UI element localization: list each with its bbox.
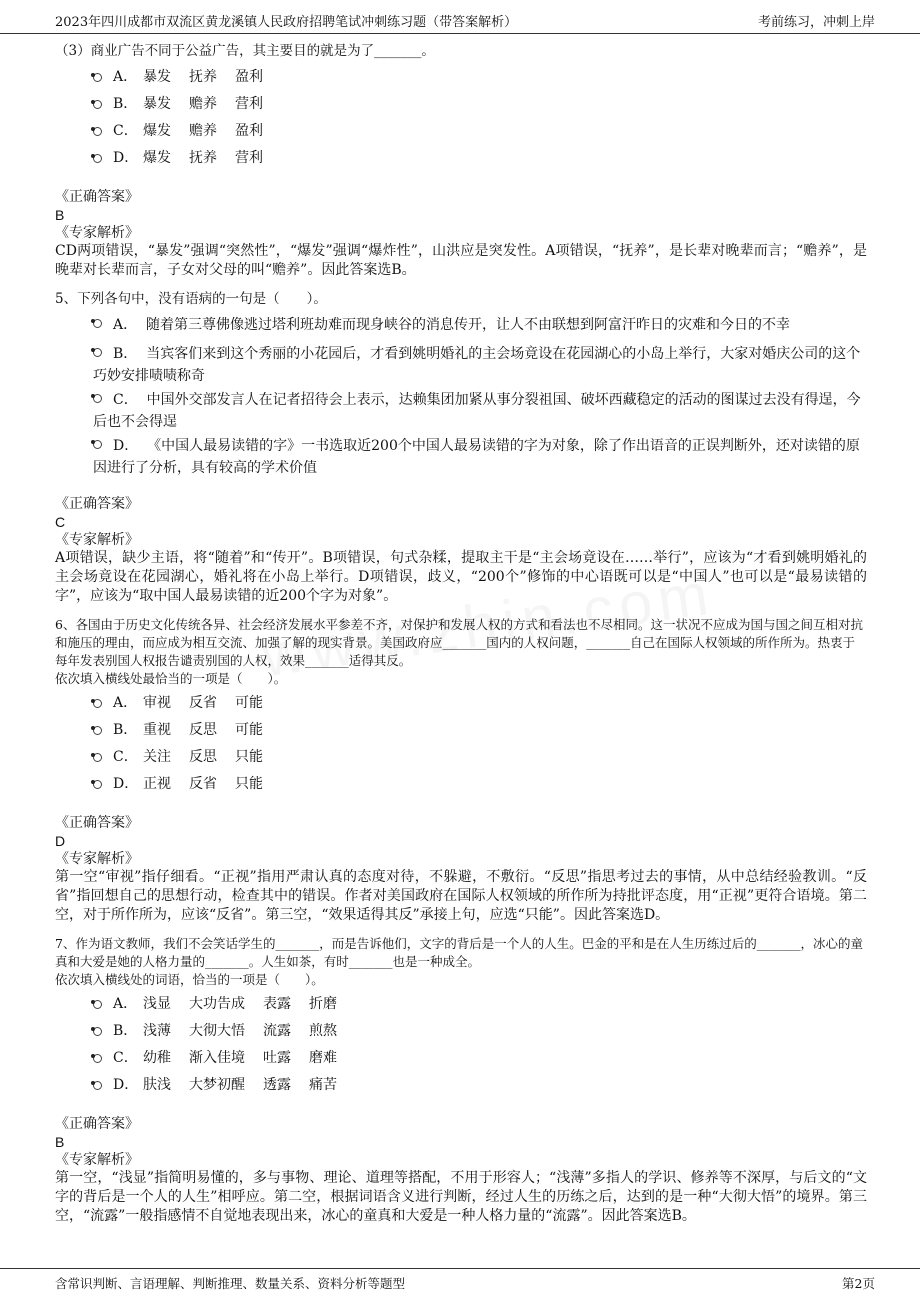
page-content — [55, 42, 867, 1226]
answer-label: 《正确答案》 — [55, 496, 139, 512]
radio-icon[interactable] — [93, 726, 102, 735]
option-b[interactable]: B． 暴发 赡养 营利 — [55, 91, 867, 118]
radio-icon[interactable] — [93, 319, 102, 328]
explanation-label: 《专家解析》 — [55, 225, 139, 241]
question-5 — [55, 290, 867, 606]
option-a[interactable]: A． 暴发 抚养 盈利 — [55, 64, 867, 91]
option-c[interactable]: C． 幼稚 渐入佳境 吐露 磨难 — [55, 1045, 867, 1072]
explanation-text: CD两项错误，“暴发”强调“突然性”，“爆发”强调“爆炸性”，山洪应是突发性。A项错误，“抚养”，是长辈对晚辈而言；“赡养”，是晚辈对长辈而言，子女对父母的叫“赡养”。因此答案选B。 — [55, 243, 867, 278]
question-stem: 6、各国由于历史文化传统各异、社会经济发展水平参差不齐，对保护和发展人权的方式和看法也不尽相同。这一状况不应成为国与国之间互相对抗和施压的理由，而应成为相互交流、加强了解的现实背景。美国政府应_______国内的人权问题，_______自己在国际人权领域的所作所为。热衷于每年发表别国人权报告谴责别国的人权，效果_______适得其反。 — [55, 617, 863, 668]
explanation-text: A项错误，缺少主语，将“随着”和“传开”。B项错误，句式杂糅，提取主干是“主会场竟设在……举行”，应该为“才看到姚明婚礼的主会场竟设在花园湖心，婚礼将在小岛上举行。D项错误，歧义，“200个”修饰的中心语既可以是“中国人”也可以是“最易读错的字”，应该为“取中国人最易读错的近200个字为对象”。 — [55, 550, 867, 604]
radio-icon[interactable] — [93, 1027, 102, 1036]
radio-icon[interactable] — [93, 753, 102, 762]
radio-icon[interactable] — [93, 1000, 102, 1009]
explanation-text: 第一空“审视”指仔细看。“正视”指用严肃认真的态度对待，不躲避，不敷衍。“反思”指思考过去的事情，从中总结经验教训。“反省”指回想自己的思想行动，检查其中的错误。作者对美国政府在国际人权领域的所作所为持批评态度，用“正视”更符合语境。第二空，对于所作所为，应该“反省”。第三空，“效果适得其反”承接上句，应选“只能”。因此答案选D。 — [55, 869, 867, 923]
answer-value: B — [55, 1134, 65, 1150]
answer-label: 《正确答案》 — [55, 1116, 139, 1132]
explanation-label: 《专家解析》 — [55, 851, 139, 867]
question-stem: 5、下列各句中，没有语病的一句是（ ）。 — [55, 291, 327, 307]
answer-label: 《正确答案》 — [55, 189, 139, 205]
option-c[interactable]: C． 中国外交部发言人在记者招待会上表示，达赖集团加紧从事分裂祖国、破坏西藏稳定的活动的图谋过去没有得逞，今后也不会得逞 — [93, 392, 861, 430]
radio-icon[interactable] — [93, 1054, 102, 1063]
question-7 — [55, 935, 867, 1226]
document-title: 2023年四川成都市双流区黄龙溪镇人民政府招聘笔试冲刺练习题（带答案解析） — [55, 15, 518, 30]
page-header — [0, 0, 920, 34]
option-b[interactable]: B． 浅薄 大彻大悟 流露 煎熬 — [55, 1018, 867, 1045]
option-d[interactable]: D． 爆发 抚养 营利 — [55, 145, 867, 172]
explanation-text: 第一空，“浅显”指简明易懂的，多与事物、理论、道理等搭配，不用于形容人；“浅薄”多指人的学识、修养等不深厚，与后文的“文字的背后是一个人的人生”相呼应。第二空，根据词语含义进行判断，经过人生的历练之后，达到的是一种“大彻大悟”的境界。第三空，“流露”一般指感情不自觉地表现出来，冰心的童真和大爱是一种人格力量的“流露”。因此答案选B。 — [55, 1170, 867, 1224]
radio-icon[interactable] — [93, 394, 102, 403]
option-a[interactable]: A． 审视 反省 可能 — [55, 690, 867, 717]
question-6 — [55, 616, 867, 925]
footer-topics: 含常识判断、言语理解、判断推理、数量关系、资料分析等题型 — [55, 1276, 406, 1291]
option-d[interactable]: D． 肤浅 大梦初醒 透露 痛苦 — [55, 1072, 867, 1099]
question-prompt: 依次填入横线处的词语，恰当的一项是（ ）。 — [55, 972, 324, 987]
explanation-label: 《专家解析》 — [55, 1152, 139, 1168]
page-number: 第2页 — [842, 1276, 875, 1291]
radio-icon[interactable] — [93, 348, 102, 357]
answer-value: D — [55, 833, 66, 849]
header-slogan: 考前练习，冲刺上岸 — [757, 15, 875, 30]
option-a[interactable]: A． 浅显 大功告成 表露 折磨 — [55, 991, 867, 1018]
page-footer — [0, 1268, 920, 1303]
radio-icon[interactable] — [93, 73, 102, 82]
answer-value: B — [55, 207, 65, 223]
radio-icon[interactable] — [93, 440, 102, 449]
option-b[interactable]: B． 当宾客们来到这个秀丽的小花园后，才看到姚明婚礼的主会场竟设在花园湖心的小岛上举行，大家对婚庆公司的这个巧妙安排啧啧称奇 — [93, 346, 861, 384]
radio-icon[interactable] — [93, 780, 102, 789]
radio-icon[interactable] — [93, 1081, 102, 1090]
answer-label: 《正确答案》 — [55, 815, 139, 831]
question-stem: （3）商业广告不同于公益广告，其主要目的就是为了_______。 — [55, 43, 435, 59]
radio-icon[interactable] — [93, 100, 102, 109]
option-d[interactable]: D． 正视 反省 只能 — [55, 771, 867, 798]
explanation-label: 《专家解析》 — [55, 532, 139, 548]
radio-icon[interactable] — [93, 154, 102, 163]
option-b[interactable]: B． 重视 反思 可能 — [55, 717, 867, 744]
radio-icon[interactable] — [93, 699, 102, 708]
question-3 — [55, 42, 867, 280]
option-c[interactable]: C． 关注 反思 只能 — [55, 744, 867, 771]
answer-value: C — [55, 514, 66, 530]
question-stem: 7、作为语文教师，我们不会笑话学生的_______，而是告诉他们，文字的背后是一个人的人生。巴金的平和是在人生历练过后的_______，冰心的童真和大爱是她的人格力量的_______。人生如茶，有时_______也是一种成全。 — [55, 936, 863, 969]
question-prompt: 依次填入横线处最恰当的一项是（ ）。 — [55, 671, 287, 686]
radio-icon[interactable] — [93, 127, 102, 136]
option-d[interactable]: D． 《中国人最易读错的字》一书选取近200个中国人最易读错的字为对象，除了作出语音的正误判断外，还对读错的原因进行了分析，具有较高的学术价值 — [93, 438, 860, 476]
option-c[interactable]: C． 爆发 赡养 盈利 — [55, 118, 867, 145]
option-a[interactable]: A． 随着第三尊佛像逃过塔利班劫难而现身峡谷的消息传开，让人不由联想到阿富汗昨日的灾难和今日的不幸 — [55, 312, 867, 341]
